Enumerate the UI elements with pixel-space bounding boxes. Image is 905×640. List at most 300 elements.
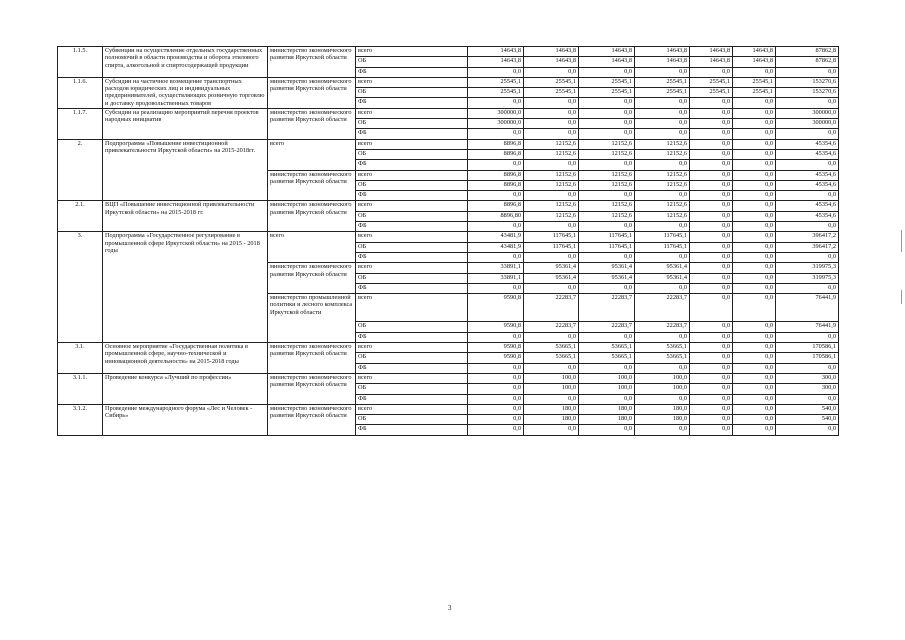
year-value: 25545,1	[635, 88, 690, 98]
year-value: 14643,8	[733, 47, 776, 57]
year-value: 95361,4	[524, 263, 579, 273]
year-value: 0,0	[690, 404, 733, 414]
year-value: 0,0	[579, 332, 635, 342]
total-value: 300,0	[776, 384, 839, 394]
year-value: 117645,1	[524, 242, 579, 252]
table-body	[58, 47, 839, 436]
year-value: 0,0	[635, 252, 690, 262]
year-value: 0,0	[579, 160, 635, 170]
year-value: 100,0	[579, 384, 635, 394]
year-value: 25545,1	[690, 88, 733, 98]
year-value: 0,0	[524, 108, 579, 118]
year-value: 53665,1	[579, 353, 635, 363]
executor-cell: всего	[268, 139, 356, 170]
year-value: 9590,8	[468, 353, 524, 363]
year-value: 12152,6	[524, 170, 579, 180]
funding-source: всего	[356, 373, 468, 383]
year-value: 0,0	[690, 180, 733, 190]
year-value: 0,0	[635, 332, 690, 342]
total-value: 0,0	[776, 98, 839, 108]
measure-name: Проведение международного форума «Лес и Человек - Сибирь»	[103, 404, 268, 435]
year-value: 12152,6	[579, 201, 635, 211]
measure-name: Субвенции на осуществление отдельных государственных полномочий в области производства и оборота этилового спирта, алкогольной и спиртосодержащей продукции	[103, 47, 268, 78]
year-value: 0,0	[579, 119, 635, 129]
year-value: 22283,7	[579, 294, 635, 322]
total-value: 45354,6	[776, 170, 839, 180]
funding-source: ОБ	[356, 119, 468, 129]
year-value: 0,0	[690, 363, 733, 373]
year-value: 100,0	[579, 373, 635, 383]
total-value: 0,0	[776, 394, 839, 404]
total-value: 170586,1	[776, 343, 839, 353]
table-row	[58, 201, 839, 211]
budget-table	[57, 46, 839, 436]
total-value: 76441,9	[776, 322, 839, 332]
year-value: 12152,6	[635, 149, 690, 159]
total-value: 170586,1	[776, 353, 839, 363]
year-value: 12152,6	[524, 139, 579, 149]
year-value: 0,0	[635, 283, 690, 293]
executor-cell: министерство экономического развития Иркутской области	[268, 343, 356, 374]
total-value: 396417,2	[776, 242, 839, 252]
year-value: 95361,4	[635, 263, 690, 273]
year-value: 0,0	[733, 242, 776, 252]
year-value: 95361,4	[579, 273, 635, 283]
total-value: 76441,9	[776, 294, 839, 322]
total-value: 319975,3	[776, 263, 839, 273]
total-value: 300000,0	[776, 108, 839, 118]
year-value: 14643,8	[524, 57, 579, 67]
year-value: 0,0	[733, 252, 776, 262]
year-value: 0,0	[733, 129, 776, 139]
year-value: 0,0	[690, 139, 733, 149]
year-value: 117645,1	[579, 232, 635, 242]
funding-source: ФБ	[356, 394, 468, 404]
year-value: 22283,7	[524, 322, 579, 332]
total-value: 0,0	[776, 222, 839, 232]
year-value: 0,0	[690, 170, 733, 180]
year-value: 0,0	[733, 98, 776, 108]
funding-source: ОБ	[356, 211, 468, 221]
year-value: 0,0	[579, 394, 635, 404]
total-value: 0,0	[776, 67, 839, 77]
year-value: 0,0	[468, 384, 524, 394]
year-value: 0,0	[468, 252, 524, 262]
year-value: 43481,9	[468, 232, 524, 242]
year-value: 0,0	[468, 373, 524, 383]
total-value: 540,0	[776, 404, 839, 414]
year-value: 0,0	[733, 222, 776, 232]
year-value: 0,0	[635, 119, 690, 129]
funding-source: ФБ	[356, 425, 468, 435]
row-number: 1.1.5.	[58, 47, 103, 78]
year-value: 0,0	[690, 273, 733, 283]
table-row	[58, 404, 839, 414]
year-value: 0,0	[690, 353, 733, 363]
year-value: 14643,8	[468, 57, 524, 67]
executor-cell: всего	[268, 232, 356, 263]
year-value: 0,0	[690, 211, 733, 221]
year-value: 0,0	[733, 332, 776, 342]
funding-source: всего	[356, 139, 468, 149]
year-value: 180,0	[635, 415, 690, 425]
executor-cell: министерство экономического развития Иркутской области	[268, 170, 356, 201]
year-value: 0,0	[733, 149, 776, 159]
funding-source: всего	[356, 294, 468, 322]
year-value: 0,0	[733, 394, 776, 404]
year-value: 0,0	[524, 67, 579, 77]
year-value: 0,0	[733, 425, 776, 435]
year-value: 0,0	[635, 129, 690, 139]
funding-source: всего	[356, 343, 468, 353]
year-value: 0,0	[635, 394, 690, 404]
year-value: 0,0	[690, 129, 733, 139]
year-value: 25545,1	[524, 77, 579, 87]
year-value: 0,0	[635, 425, 690, 435]
funding-source: ОБ	[356, 273, 468, 283]
measure-name: Подпрограмма «Повышение инвестиционной привлекательности Иркутской области» на 2015-2018гг.	[103, 139, 268, 201]
funding-source: всего	[356, 170, 468, 180]
total-value: 300000,0	[776, 119, 839, 129]
year-value: 0,0	[468, 283, 524, 293]
year-value: 95361,4	[579, 263, 635, 273]
year-value: 53665,1	[635, 343, 690, 353]
year-value: 12152,6	[524, 211, 579, 221]
table-row	[58, 108, 839, 118]
year-value: 14643,8	[733, 57, 776, 67]
year-value: 0,0	[733, 170, 776, 180]
funding-source: ФБ	[356, 67, 468, 77]
year-value: 0,0	[635, 363, 690, 373]
executor-cell: министерство экономического развития Иркутской области	[268, 77, 356, 108]
funding-source: ОБ	[356, 57, 468, 67]
year-value: 0,0	[579, 363, 635, 373]
year-value: 0,0	[733, 108, 776, 118]
year-value: 14643,8	[690, 47, 733, 57]
year-value: 0,0	[468, 67, 524, 77]
year-value: 0,0	[579, 425, 635, 435]
row-number: 3.	[58, 232, 103, 343]
year-value: 0,0	[690, 415, 733, 425]
year-value: 22283,7	[635, 322, 690, 332]
year-value: 0,0	[579, 129, 635, 139]
total-value: 0,0	[776, 425, 839, 435]
year-value: 53665,1	[524, 353, 579, 363]
year-value: 14643,8	[579, 57, 635, 67]
total-value: 0,0	[776, 283, 839, 293]
year-value: 0,0	[733, 201, 776, 211]
year-value: 117645,1	[635, 242, 690, 252]
funding-source: ОБ	[356, 180, 468, 190]
year-value: 53665,1	[635, 353, 690, 363]
year-value: 100,0	[524, 373, 579, 383]
measure-name: Субсидии на реализацию мероприятий перечня проектов народных инициатив	[103, 108, 268, 139]
year-value: 53665,1	[524, 343, 579, 353]
year-value: 0,0	[579, 283, 635, 293]
year-value: 100,0	[635, 373, 690, 383]
year-value: 9590,8	[468, 322, 524, 332]
funding-source: ФБ	[356, 98, 468, 108]
year-value: 8896,80	[468, 211, 524, 221]
year-value: 95361,4	[635, 273, 690, 283]
year-value: 0,0	[524, 252, 579, 262]
row-number: 1.1.7.	[58, 108, 103, 139]
funding-source: ОБ	[356, 322, 468, 332]
year-value: 0,0	[635, 222, 690, 232]
table-row	[58, 232, 839, 242]
executor-cell: министерство экономического развития Иркутской области	[268, 47, 356, 78]
year-value: 12152,6	[524, 201, 579, 211]
year-value: 0,0	[524, 283, 579, 293]
funding-source: всего	[356, 77, 468, 87]
total-value: 540,0	[776, 415, 839, 425]
table-row	[58, 77, 839, 87]
funding-source: ФБ	[356, 283, 468, 293]
table-row	[58, 343, 839, 353]
year-value: 0,0	[468, 394, 524, 404]
year-value: 0,0	[733, 415, 776, 425]
year-value: 12152,6	[635, 139, 690, 149]
year-value: 117645,1	[579, 242, 635, 252]
total-value: 45354,6	[776, 149, 839, 159]
year-value: 0,0	[733, 322, 776, 332]
table-row	[58, 139, 839, 149]
year-value: 12152,6	[635, 170, 690, 180]
year-value: 14643,8	[690, 57, 733, 67]
year-value: 180,0	[524, 415, 579, 425]
year-value: 0,0	[690, 263, 733, 273]
measure-name: ВЦП «Повышение инвестиционной привлекательности Иркутской области» на 2015-2018 гг.	[103, 201, 268, 232]
year-value: 0,0	[733, 273, 776, 283]
year-value: 12152,6	[635, 201, 690, 211]
funding-source: всего	[356, 263, 468, 273]
funding-source: всего	[356, 201, 468, 211]
executor-cell: министерство экономического развития Иркутской области	[268, 201, 356, 232]
executor-cell: министерство экономического развития Иркутской области	[268, 108, 356, 139]
total-value: 45354,6	[776, 139, 839, 149]
year-value: 0,0	[524, 191, 579, 201]
year-value: 25545,1	[524, 88, 579, 98]
year-value: 0,0	[733, 211, 776, 221]
year-value: 117645,1	[635, 232, 690, 242]
funding-source: ОБ	[356, 353, 468, 363]
year-value: 0,0	[733, 191, 776, 201]
year-value: 0,0	[690, 332, 733, 342]
year-value: 0,0	[690, 201, 733, 211]
year-value: 180,0	[635, 404, 690, 414]
total-value: 0,0	[776, 252, 839, 262]
year-value: 0,0	[733, 232, 776, 242]
scan-edge-mark	[901, 290, 902, 304]
year-value: 0,0	[524, 129, 579, 139]
funding-source: ФБ	[356, 129, 468, 139]
year-value: 8896,8	[468, 149, 524, 159]
year-value: 0,0	[468, 404, 524, 414]
year-value: 0,0	[579, 108, 635, 118]
funding-source: всего	[356, 108, 468, 118]
funding-source: всего	[356, 404, 468, 414]
year-value: 0,0	[579, 67, 635, 77]
year-value: 0,0	[733, 404, 776, 414]
total-value: 87862,8	[776, 57, 839, 67]
year-value: 12152,6	[524, 149, 579, 159]
total-value: 0,0	[776, 160, 839, 170]
year-value: 0,0	[635, 98, 690, 108]
year-value: 0,0	[635, 67, 690, 77]
year-value: 0,0	[733, 373, 776, 383]
year-value: 8896,8	[468, 170, 524, 180]
total-value: 45354,6	[776, 201, 839, 211]
year-value: 0,0	[690, 108, 733, 118]
scan-edge-mark	[901, 230, 902, 252]
year-value: 14643,8	[468, 47, 524, 57]
row-number: 2.	[58, 139, 103, 201]
year-value: 25545,1	[468, 77, 524, 87]
executor-cell: министерство экономического развития Иркутской области	[268, 373, 356, 404]
funding-source: ОБ	[356, 415, 468, 425]
year-value: 0,0	[524, 222, 579, 232]
year-value: 0,0	[579, 98, 635, 108]
total-value: 45354,6	[776, 211, 839, 221]
total-value: 87862,8	[776, 47, 839, 57]
funding-source: ОБ	[356, 384, 468, 394]
year-value: 0,0	[690, 322, 733, 332]
year-value: 0,0	[579, 252, 635, 262]
year-value: 0,0	[524, 332, 579, 342]
measure-name: Основное мероприятие «Государственная политика в промышленной сфере, научно-технической и инновационной деятельности» на 2015-2018 годы	[103, 343, 268, 374]
year-value: 0,0	[733, 119, 776, 129]
year-value: 0,0	[690, 252, 733, 262]
table-row	[58, 47, 839, 57]
year-value: 9590,8	[468, 294, 524, 322]
executor-cell: министерство экономического развития Иркутской области	[268, 263, 356, 294]
measure-name: Проведение конкурса «Лучший по профессии»	[103, 373, 268, 404]
year-value: 0,0	[690, 242, 733, 252]
year-value: 180,0	[524, 404, 579, 414]
year-value: 0,0	[690, 160, 733, 170]
funding-source: ФБ	[356, 363, 468, 373]
year-value: 0,0	[733, 343, 776, 353]
year-value: 14643,8	[524, 47, 579, 57]
total-value: 300,0	[776, 373, 839, 383]
year-value: 33891,1	[468, 273, 524, 283]
year-value: 0,0	[690, 222, 733, 232]
measure-name: Субсидии на частичное возмещение транспортных расходов юридических лиц и индивидуальных предпринимателей, осуществляющих розничную торговлю и доставку продовольственных товаров	[103, 77, 268, 108]
funding-source: ФБ	[356, 191, 468, 201]
year-value: 0,0	[690, 149, 733, 159]
year-value: 0,0	[690, 67, 733, 77]
year-value: 100,0	[524, 384, 579, 394]
year-value: 14643,8	[579, 47, 635, 57]
year-value: 0,0	[690, 343, 733, 353]
year-value: 0,0	[468, 222, 524, 232]
year-value: 0,0	[690, 394, 733, 404]
year-value: 0,0	[733, 263, 776, 273]
funding-source: ФБ	[356, 252, 468, 262]
year-value: 0,0	[690, 294, 733, 322]
funding-source: ОБ	[356, 242, 468, 252]
year-value: 0,0	[733, 363, 776, 373]
year-value: 0,0	[733, 139, 776, 149]
funding-source: ОБ	[356, 149, 468, 159]
year-value: 12152,6	[579, 139, 635, 149]
year-value: 25545,1	[690, 77, 733, 87]
year-value: 95361,4	[524, 273, 579, 283]
year-value: 14643,8	[635, 47, 690, 57]
year-value: 8896,8	[468, 139, 524, 149]
total-value: 0,0	[776, 129, 839, 139]
total-value: 396417,2	[776, 232, 839, 242]
executor-cell: министерство экономического развития Иркутской области	[268, 404, 356, 435]
year-value: 117645,1	[524, 232, 579, 242]
year-value: 0,0	[690, 373, 733, 383]
year-value: 12152,6	[579, 170, 635, 180]
year-value: 0,0	[579, 191, 635, 201]
page-number: 3	[448, 604, 452, 612]
year-value: 0,0	[690, 425, 733, 435]
year-value: 25545,1	[468, 88, 524, 98]
year-value: 8896,8	[468, 180, 524, 190]
year-value: 12152,6	[524, 180, 579, 190]
year-value: 9590,8	[468, 343, 524, 353]
year-value: 12152,6	[635, 211, 690, 221]
year-value: 25545,1	[579, 88, 635, 98]
total-value: 153270,6	[776, 88, 839, 98]
year-value: 100,0	[635, 384, 690, 394]
year-value: 0,0	[690, 98, 733, 108]
year-value: 0,0	[524, 363, 579, 373]
year-value: 22283,7	[579, 322, 635, 332]
year-value: 43481,9	[468, 242, 524, 252]
year-value: 0,0	[733, 160, 776, 170]
year-value: 25545,1	[635, 77, 690, 87]
year-value: 0,0	[468, 425, 524, 435]
year-value: 0,0	[733, 67, 776, 77]
year-value: 0,0	[524, 394, 579, 404]
year-value: 0,0	[468, 332, 524, 342]
row-number: 3.1.2.	[58, 404, 103, 435]
funding-source: ФБ	[356, 160, 468, 170]
funding-source: всего	[356, 232, 468, 242]
year-value: 0,0	[524, 119, 579, 129]
year-value: 0,0	[690, 191, 733, 201]
year-value: 12152,6	[635, 180, 690, 190]
year-value: 25545,1	[733, 88, 776, 98]
total-value: 153270,6	[776, 77, 839, 87]
table-row	[58, 373, 839, 383]
year-value: 12152,6	[579, 211, 635, 221]
funding-source: ФБ	[356, 332, 468, 342]
year-value: 0,0	[468, 191, 524, 201]
year-value: 180,0	[579, 415, 635, 425]
year-value: 0,0	[733, 283, 776, 293]
year-value: 0,0	[468, 363, 524, 373]
year-value: 0,0	[468, 129, 524, 139]
year-value: 0,0	[690, 119, 733, 129]
row-number: 3.1.1.	[58, 373, 103, 404]
year-value: 0,0	[690, 283, 733, 293]
year-value: 0,0	[733, 353, 776, 363]
total-value: 0,0	[776, 363, 839, 373]
funding-source: всего	[356, 47, 468, 57]
year-value: 12152,6	[579, 180, 635, 190]
year-value: 25545,1	[579, 77, 635, 87]
year-value: 180,0	[579, 404, 635, 414]
executor-cell: министерство промышленной политики и лесного комплекса Иркутской области	[268, 294, 356, 343]
year-value: 0,0	[733, 384, 776, 394]
funding-source: ФБ	[356, 222, 468, 232]
year-value: 0,0	[635, 108, 690, 118]
